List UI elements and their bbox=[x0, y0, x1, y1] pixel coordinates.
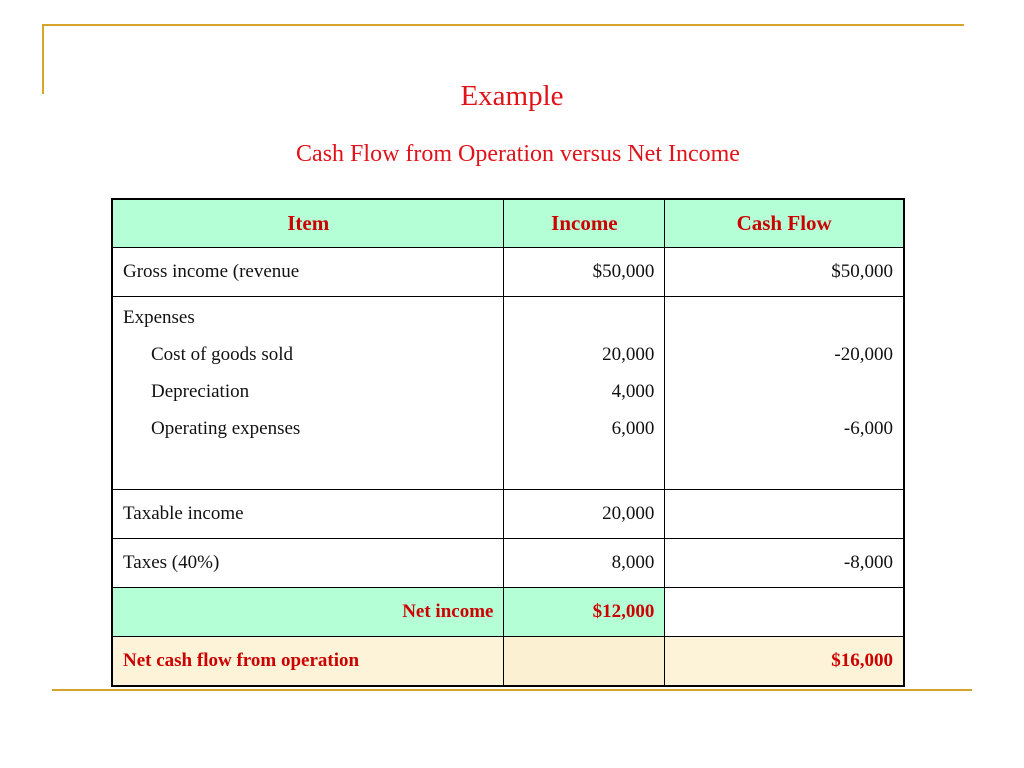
bottom-rule bbox=[52, 689, 972, 691]
net-cash-flow-cash-flow: $16,000 bbox=[665, 637, 904, 687]
expense-income-operating: 6,000 bbox=[611, 418, 655, 439]
table-header-row bbox=[112, 199, 904, 248]
expense-income-cogs: 20,000 bbox=[602, 344, 655, 365]
expenses-income-cell bbox=[504, 297, 665, 490]
cash-flow-table bbox=[111, 198, 905, 687]
expense-income-depreciation: 4,000 bbox=[611, 381, 655, 402]
header-item: Item bbox=[112, 199, 504, 248]
net-income-cash-flow bbox=[665, 588, 904, 637]
table-row-taxes bbox=[112, 539, 904, 588]
net-income-label: Net income bbox=[112, 588, 504, 637]
slide-title: Example bbox=[460, 80, 564, 112]
table-row-taxable-income bbox=[112, 490, 904, 539]
net-cash-flow-label: Net cash flow from operation bbox=[112, 637, 504, 687]
table-row-gross-income bbox=[112, 248, 904, 297]
net-cash-flow-income bbox=[504, 637, 665, 687]
taxable-income-income: 20,000 bbox=[504, 490, 665, 539]
taxes-label: Taxes (40%) bbox=[112, 539, 504, 588]
expense-label-depreciation: Depreciation bbox=[151, 381, 250, 402]
table-row-net-cash-flow bbox=[112, 637, 904, 687]
table-row-net-income bbox=[112, 588, 904, 637]
table-row-expenses bbox=[112, 297, 904, 490]
gross-income-cash-flow: $50,000 bbox=[665, 248, 904, 297]
expense-cash-flow-depreciation bbox=[675, 378, 893, 415]
expenses-label: Expenses bbox=[123, 307, 195, 328]
taxable-income-label: Taxable income bbox=[112, 490, 504, 539]
expenses-label-cell bbox=[112, 297, 504, 490]
expense-label-cogs: Cost of goods sold bbox=[151, 344, 293, 365]
net-income-income: $12,000 bbox=[504, 588, 665, 637]
header-cash-flow: Cash Flow bbox=[665, 199, 904, 248]
gross-income-label: Gross income (revenue bbox=[112, 248, 504, 297]
expense-cash-flow-cogs: -20,000 bbox=[834, 344, 893, 365]
expense-label-operating: Operating expenses bbox=[151, 418, 301, 439]
expenses-cash-flow-cell bbox=[665, 297, 904, 490]
expense-cash-flow-operating: -6,000 bbox=[843, 418, 893, 439]
taxes-cash-flow: -8,000 bbox=[665, 539, 904, 588]
top-rule bbox=[42, 24, 964, 26]
taxes-income: 8,000 bbox=[504, 539, 665, 588]
header-income: Income bbox=[504, 199, 665, 248]
taxable-income-cash-flow bbox=[665, 490, 904, 539]
slide-subtitle: Cash Flow from Operation versus Net Income bbox=[296, 141, 740, 167]
gross-income-income: $50,000 bbox=[504, 248, 665, 297]
